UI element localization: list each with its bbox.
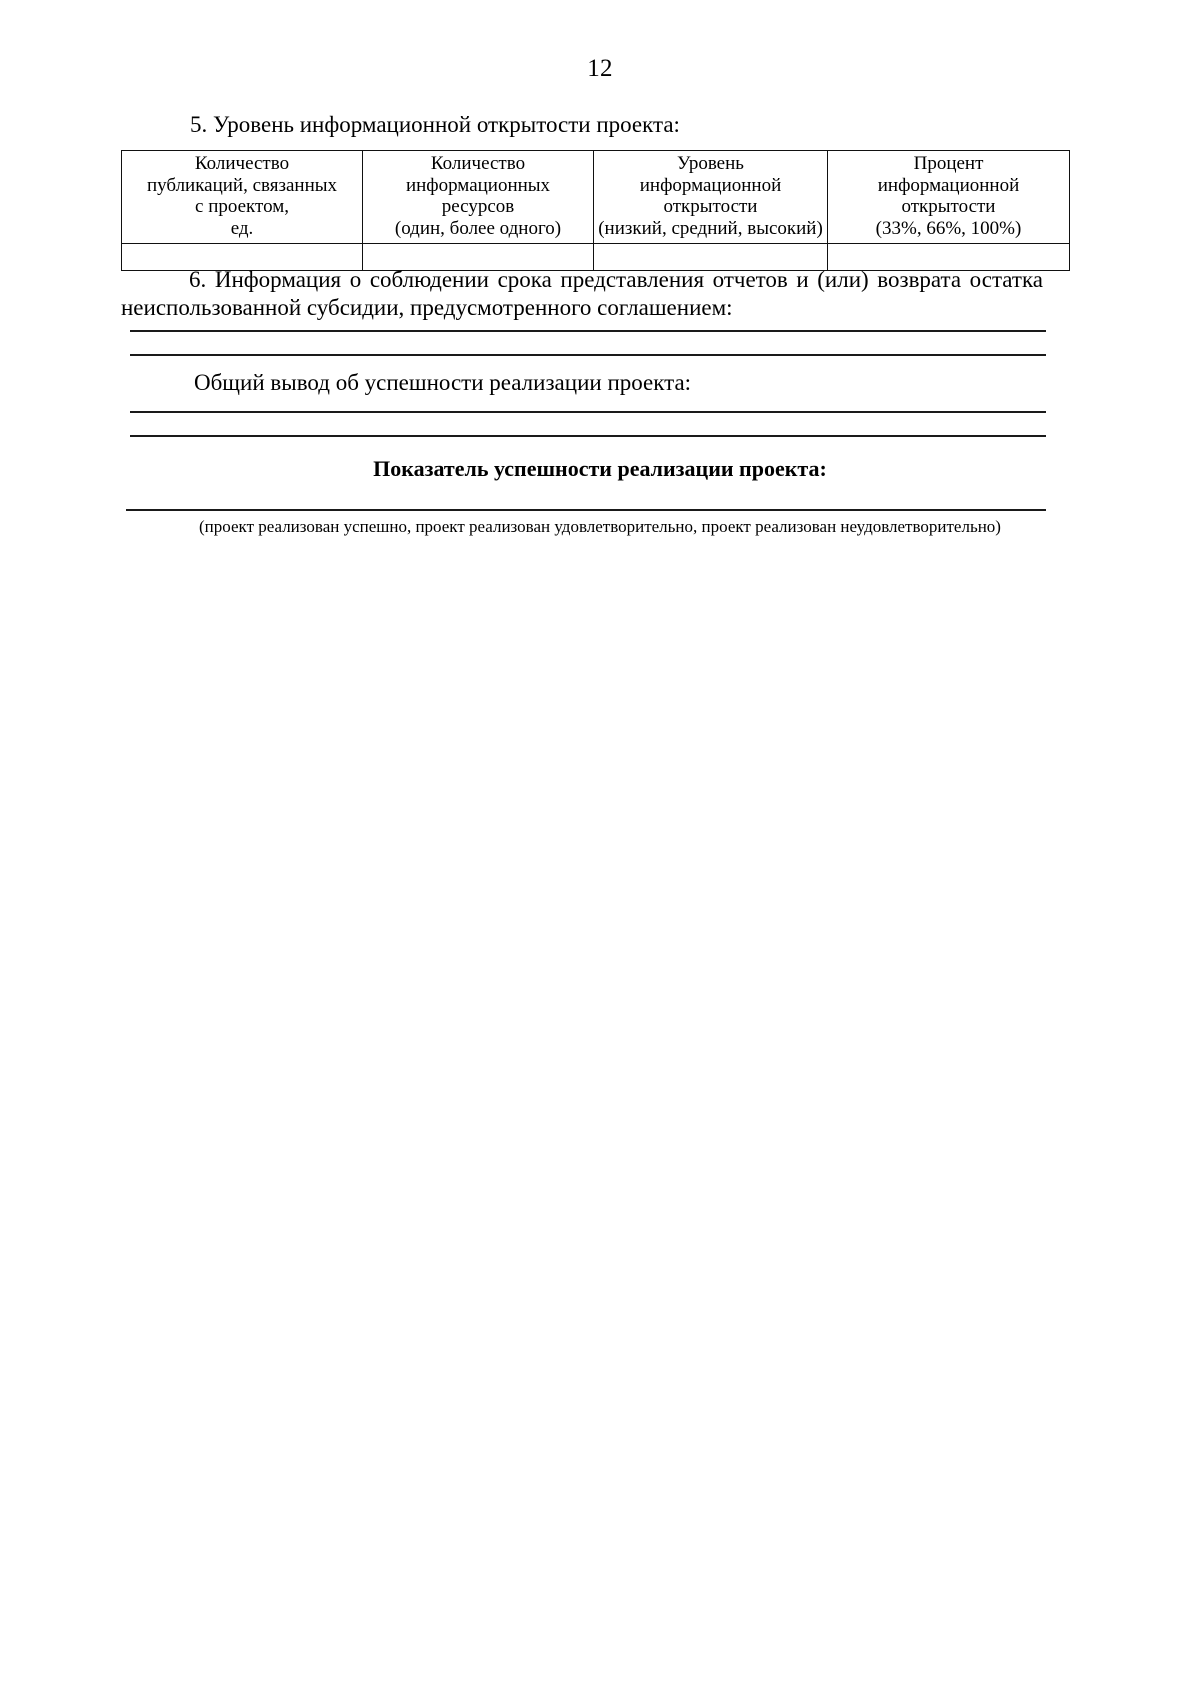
header-line: открытости <box>901 196 996 217</box>
general-conclusion-heading: Общий вывод об успешности реализации проекта: <box>194 370 692 395</box>
section-5-heading: 5. Уровень информационной открытости проекта: <box>190 112 680 137</box>
section-6-blank-line-1[interactable] <box>130 330 1046 332</box>
header-line: Процент <box>913 153 984 174</box>
header-line: информационной <box>877 174 1020 196</box>
table-header-row <box>122 151 1070 244</box>
table-header-resources-count <box>363 151 594 244</box>
header-line: ед. <box>230 217 254 239</box>
information-openness-table <box>121 150 1070 271</box>
header-line: Количество <box>194 153 290 174</box>
header-line: (один, более одного) <box>394 217 562 239</box>
header-line: информационной <box>639 174 782 196</box>
header-line: с проектом, <box>195 196 289 217</box>
header-line: информационных <box>405 174 551 196</box>
header-line: (33%, 66%, 100%) <box>875 217 1022 239</box>
table-header-openness-level <box>594 151 828 244</box>
header-line: открытости <box>663 196 758 217</box>
conclusion-blank-line-1[interactable] <box>130 411 1046 413</box>
success-indicator-heading: Показатель успешности реализации проекта: <box>373 456 827 481</box>
header-line: Количество <box>430 153 526 174</box>
conclusion-blank-line-2[interactable] <box>130 435 1046 437</box>
table-header-publications-count <box>122 151 363 244</box>
header-line: (низкий, средний, высокий) <box>598 217 823 239</box>
header-line: ресурсов <box>441 196 515 217</box>
section-6-blank-line-2[interactable] <box>130 354 1046 356</box>
header-line: Уровень <box>677 153 744 174</box>
section-6-paragraph: 6. Информация о соблюдении срока представления отчетов и (или) возврата остатка неиспользованной субсидии, предусмотренного соглашением: <box>121 267 1043 320</box>
table-header-openness-percent <box>828 151 1070 244</box>
success-indicator-caption: (проект реализован успешно, проект реализован удовлетворительно, проект реализован неудовлетворительно) <box>199 517 1001 536</box>
header-line: публикаций, связанных <box>146 174 338 196</box>
success-indicator-blank-line[interactable] <box>126 509 1046 511</box>
page-number: 12 <box>587 55 613 82</box>
